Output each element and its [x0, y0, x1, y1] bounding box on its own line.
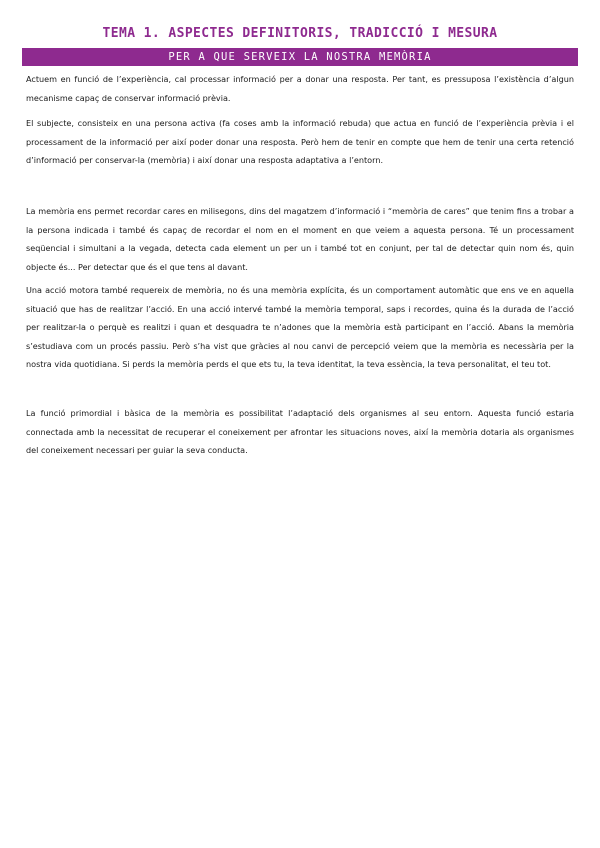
paragraph: La funció primordial i bàsica de la memòria es possibilitat l’adaptació dels organismes al seu entorn. Aquesta funció estaria connectada amb la necessitat de recuperar el coneixement per afrontar les situacions noves, així la memòria dotaria als organismes del coneixement necessari per guiar la seva conducta.: [26, 408, 574, 455]
paragraph: Una acció motora també requereix de memòria, no és una memòria explícita, és un comportament automàtic que ens ve en aquella situació que has de realitzar l’acció. En una acció intervé també la memòria temporal, saps i recordes, quina és la durada de l’acció per realitzar-la o perquè es realitzi i quan et desquadra te n’adones que la memòria està participant en l’acció. Abans la memòria s’estudiava com un procés passiu. Però s’ha vist que gràcies al nou canvi de percepció veiem que la memòria es necessària per la nostra vida quotidiana. Si perds la memòria perds el que ets tu, la teva identitat, la teva essència, la teva personalitat, el teu tot.: [26, 285, 574, 369]
paragraph: La memòria ens permet recordar cares en milisegons, dins del magatzem d’informació i “memòria de cares” que tenim fins a trobar a la persona indicada i també és capaç de recordar el nom en el moment en que veiem a aquesta persona. Té un processament seqüencial i simultani a la vegada, detecta cada element un per un i també tot en conjunt, per tal de detectar quin nom és, quin objecte és... Per detectar que és el que tens al davant.: [26, 206, 574, 272]
section-banner: PER A QUE SERVEIX LA NOSTRA MEMÒRIA: [22, 48, 578, 66]
paragraph: Actuem en funció de l’experiència, cal processar informació per a donar una resposta. Per tant, es pressuposa l’existència d’algun mecanisme capaç de conservar informació prèvia.: [26, 74, 574, 103]
paragraph: El subjecte, consisteix en una persona activa (fa coses amb la informació rebuda) que actua en funció de l’experiència prèvia i el processament de la informació per així poder donar una resposta. Però hem de tenir en compte que hem de tenir una certa retenció d’informació per conservar-la (memòria) i així donar una resposta adaptativa a l’entorn.: [26, 118, 574, 165]
page-title: TEMA 1. ASPECTES DEFINITORIS, TRADICCIÓ I MESURA: [102, 26, 498, 41]
